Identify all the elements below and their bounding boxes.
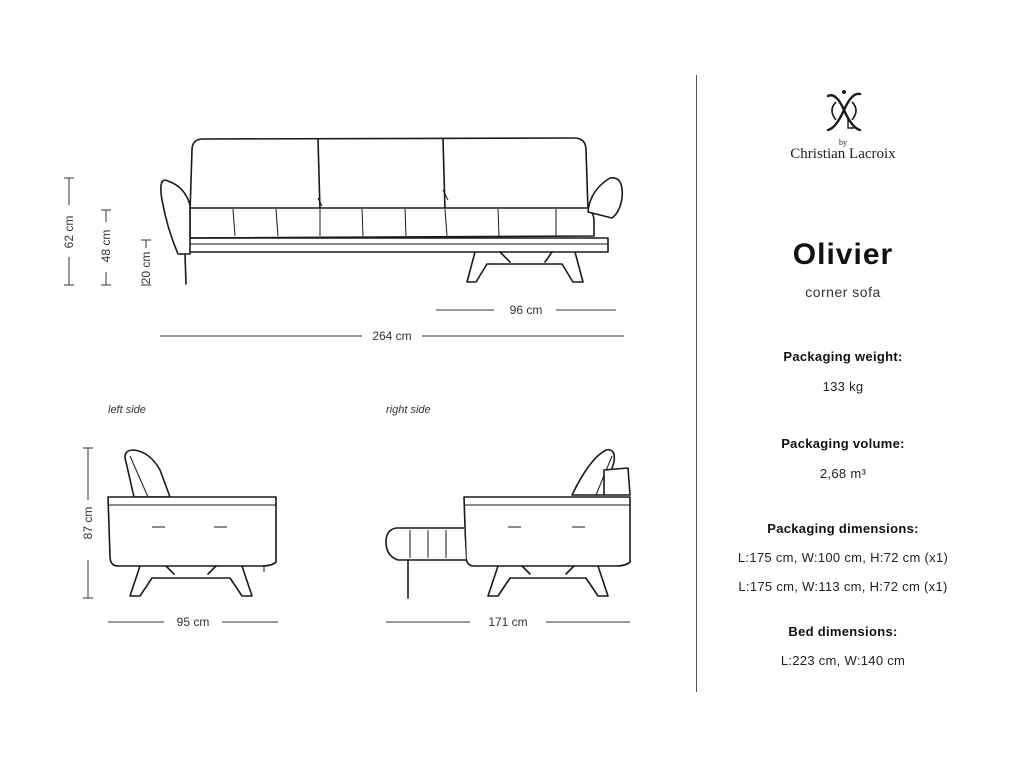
- dim-chaise-width: 96 cm: [509, 303, 543, 317]
- right-side-sofa: [386, 450, 630, 598]
- brand-by: by: [839, 138, 847, 147]
- front-view-sofa: [161, 138, 622, 284]
- dim-height-total: 62 cm: [62, 215, 76, 249]
- brand-name: Christian Lacroix: [790, 146, 896, 162]
- right-side-dimensions: [386, 615, 630, 629]
- front-view-dimensions: [62, 178, 624, 343]
- packaging-volume-value: 2,68 m³: [819, 466, 867, 481]
- dim-total-width: 264 cm: [372, 329, 412, 343]
- bed-dimensions-label: Bed dimensions:: [788, 624, 898, 639]
- product-subtitle: corner sofa: [805, 284, 881, 300]
- bed-dimensions-value: L:223 cm, W:140 cm: [780, 653, 906, 668]
- dim-side-height: 87 cm: [81, 506, 95, 540]
- packaging-weight-label: Packaging weight:: [783, 349, 903, 364]
- packaging-volume-label: Packaging volume:: [781, 436, 905, 451]
- dim-right-depth: 171 cm: [488, 615, 528, 629]
- packaging-weight-value: 133 kg: [822, 379, 864, 394]
- packaging-dimensions-value-1: L:175 cm, W:100 cm, H:72 cm (x1): [737, 550, 949, 565]
- packaging-dimensions-label: Packaging dimensions:: [767, 521, 919, 536]
- product-title: Olivier: [792, 238, 894, 271]
- packaging-dimensions-value-2: L:175 cm, W:113 cm, H:72 cm (x1): [738, 579, 948, 594]
- panel-divider: [696, 75, 697, 692]
- christian-lacroix-monogram-icon: [822, 88, 866, 136]
- dim-seat-height: 48 cm: [99, 229, 113, 263]
- dim-leg-height: 20 cm: [139, 251, 153, 285]
- caption-right-side: right side: [386, 404, 431, 416]
- left-side-sofa: [108, 450, 276, 596]
- caption-left-side: left side: [108, 404, 146, 416]
- dim-left-depth: 95 cm: [176, 615, 210, 629]
